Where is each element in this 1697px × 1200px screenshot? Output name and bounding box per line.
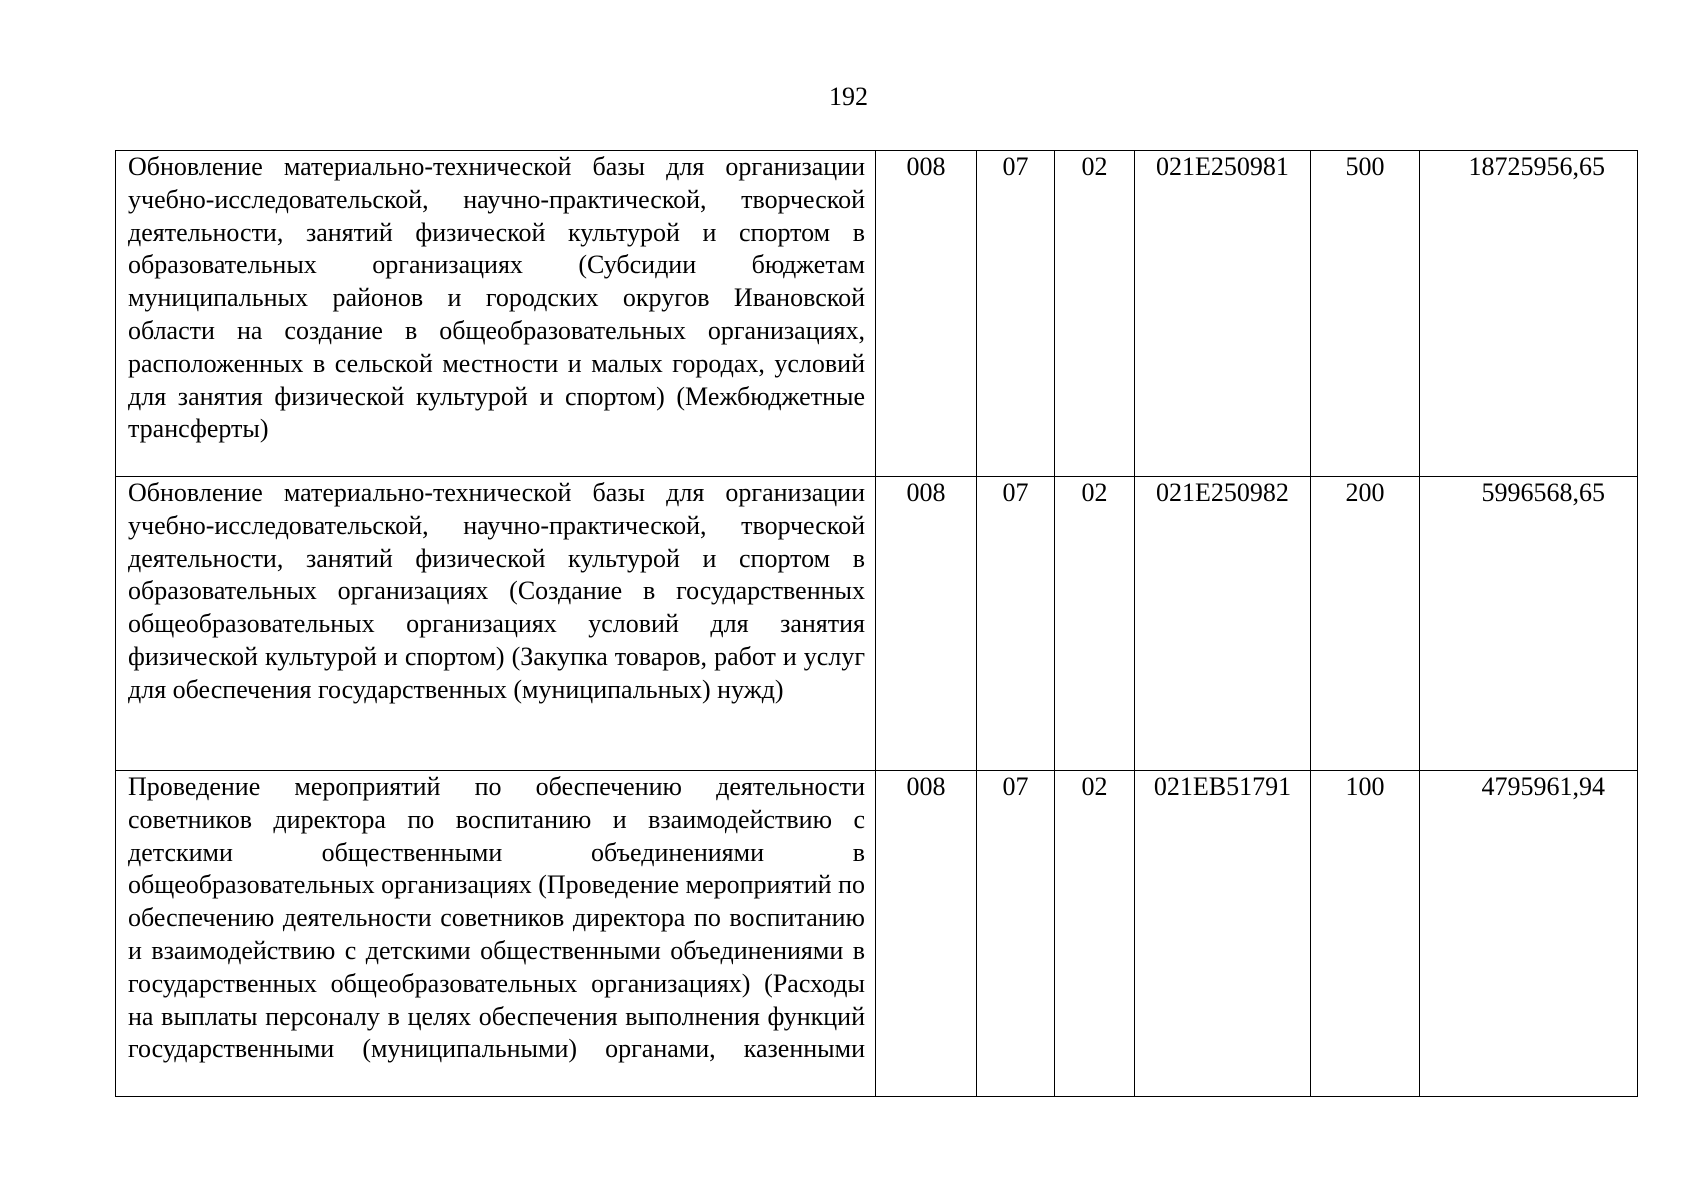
table-row	[116, 151, 1638, 477]
section-code: 07	[977, 477, 1055, 771]
target-article-code: 021Е250981	[1135, 151, 1311, 477]
section-code: 07	[977, 771, 1055, 1097]
target-article-code: 021ЕВ51791	[1135, 771, 1311, 1097]
subsection-code: 02	[1055, 151, 1135, 477]
table-row	[116, 771, 1638, 1097]
amount-value: 4795961,94	[1420, 771, 1638, 1097]
table-row	[116, 477, 1638, 771]
subsection-code: 02	[1055, 771, 1135, 1097]
ministry-code: 008	[876, 151, 977, 477]
row-description: Обновление материально-технической базы для организации учебно-исследовательской, научно-практической, творческой деятельности, занятий физической культурой и спортом в образовательных организациях (Создание в государственных общеобразовательных организациях условий для занятия физической культурой и спортом) (Закупка товаров, работ и услуг для обеспечения государственных (муниципальных) нужд)	[116, 477, 876, 771]
ministry-code: 008	[876, 771, 977, 1097]
page-number: 192	[829, 82, 868, 111]
subsection-code: 02	[1055, 477, 1135, 771]
amount-value: 18725956,65	[1420, 151, 1638, 477]
section-code: 07	[977, 151, 1055, 477]
target-article-code: 021Е250982	[1135, 477, 1311, 771]
row-description: Обновление материально-технической базы для организации учебно-исследовательской, научно-практической, творческой деятельности, занятий физической культурой и спортом в образовательных организациях (Субсидии бюджетам муниципальных районов и городских округов Ивановской области на создание в общеобразовательных организациях, расположенных в сельской местности и малых городах, условий для занятия физической культурой и спортом) (Межбюджетные трансферты)	[116, 151, 876, 477]
expense-type-code: 200	[1311, 477, 1420, 771]
row-description: Проведение мероприятий по обеспечению деятельности советников директора по воспитанию и взаимодействию с детскими общественными объединениями в общеобразовательных организациях (Проведение мероприятий по обеспечению деятельности советников директора по воспитанию и взаимодействию с детскими общественными объединениями в государственных общеобразовательных организациях) (Расходы на выплаты персоналу в целях обеспечения выполнения функций государственными (муниципальными) органами, казенными	[116, 771, 876, 1097]
budget-table	[115, 150, 1638, 1097]
amount-value: 5996568,65	[1420, 477, 1638, 771]
ministry-code: 008	[876, 477, 977, 771]
expense-type-code: 100	[1311, 771, 1420, 1097]
expense-type-code: 500	[1311, 151, 1420, 477]
